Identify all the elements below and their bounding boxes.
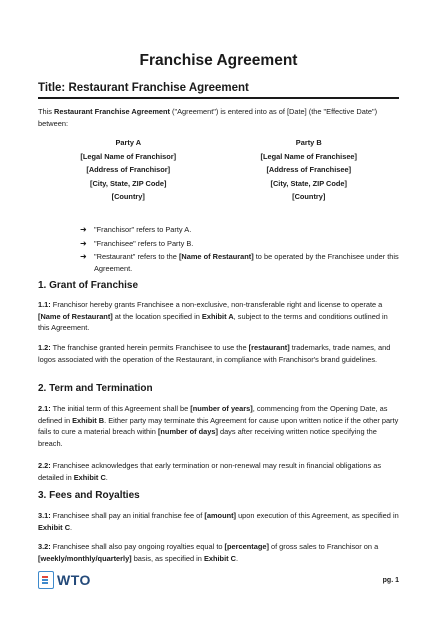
party-b-address: [Address of Franchisee] bbox=[266, 165, 352, 174]
clause-text: Franchisor hereby grants Franchisee a non-exclusive, non-transferable right and license to operate a bbox=[50, 300, 383, 309]
clause-text: trademarks, trade names, and logos associated with the operation of the Restaurant, in compliance with Franchisor's brand guidelines. bbox=[38, 343, 391, 364]
clause-3-1 bbox=[38, 510, 399, 533]
page-number: pg. 1 bbox=[382, 577, 399, 584]
clause-2-2 bbox=[38, 460, 399, 483]
logo-text: WTO bbox=[57, 572, 91, 588]
party-b-heading: Party B bbox=[295, 138, 322, 147]
clause-text: Franchisee shall pay an initial franchise fee of bbox=[50, 511, 205, 520]
clause-number: 1.2: bbox=[38, 343, 51, 352]
clause-bold: [amount] bbox=[204, 511, 237, 520]
clause-bold: [percentage] bbox=[224, 542, 269, 551]
section-2-heading: 2. Term and Termination bbox=[38, 383, 153, 394]
party-a bbox=[38, 136, 219, 204]
party-a-heading: Party A bbox=[115, 138, 142, 147]
definition-bold: [Name of Restaurant] bbox=[178, 252, 254, 261]
agreement-subtitle: Title: Restaurant Franchise Agreement bbox=[38, 82, 249, 94]
clause-bold: Exhibit A bbox=[201, 311, 234, 321]
section-1-heading: 1. Grant of Franchise bbox=[38, 280, 139, 291]
clause-text: Franchisee shall also pay ongoing royalties equal to bbox=[50, 542, 225, 551]
clause-bold: Exhibit C bbox=[38, 522, 71, 532]
party-b-name: [Legal Name of Franchisee] bbox=[260, 151, 357, 161]
definition-text: to be operated by the Franchisee under this Agreement. bbox=[94, 252, 399, 273]
definition-text: "Franchisor" refers to Party A. bbox=[94, 225, 192, 234]
clause-bold: [number of days] bbox=[157, 427, 218, 436]
clause-bold: Exhibit B bbox=[72, 415, 105, 425]
clause-number: 3.2: bbox=[38, 542, 51, 551]
title-divider bbox=[38, 97, 399, 99]
clause-3-2 bbox=[38, 541, 399, 564]
arrow-right-icon: ➜ bbox=[80, 238, 87, 248]
party-a-city: [City, State, ZIP Code] bbox=[89, 178, 167, 188]
clause-text: basis, as specified in bbox=[131, 553, 204, 563]
clause-text: of gross sales to Franchisor on a bbox=[268, 542, 379, 551]
clause-text: . bbox=[235, 553, 239, 563]
party-b-country: [Country] bbox=[292, 192, 326, 201]
clause-1-2 bbox=[38, 342, 399, 365]
list-item bbox=[80, 251, 399, 274]
title-block bbox=[38, 82, 399, 99]
clause-number: 2.1: bbox=[38, 404, 51, 413]
clause-text: . Either party may terminate this Agreement for cause upon written notice if the other party fails to cure a material breach within bbox=[38, 415, 399, 436]
list-item bbox=[80, 238, 399, 250]
clause-text: days after receiving written notice specifying the breach. bbox=[38, 427, 377, 448]
party-b-city: [City, State, ZIP Code] bbox=[270, 178, 347, 188]
party-a-country: [Country] bbox=[111, 192, 145, 201]
intro-text-1: This bbox=[38, 107, 55, 116]
clause-text: Franchisee acknowledges that early termination or non-renewal may result in financial obligations as detailed in bbox=[38, 461, 382, 482]
definition-text: "Franchisee" refers to Party B. bbox=[94, 238, 194, 248]
clause-number: 3.1: bbox=[38, 511, 51, 520]
clause-text: , commencing from the Opening Date, as defined in bbox=[38, 404, 388, 425]
clause-text: at the location specified in bbox=[112, 311, 202, 321]
clause-text: . bbox=[105, 472, 108, 482]
document-title: Franchise Agreement bbox=[139, 52, 298, 69]
clause-2-1 bbox=[38, 403, 399, 449]
clause-number: 2.2: bbox=[38, 461, 51, 470]
clause-text: . bbox=[70, 522, 73, 532]
party-a-address: [Address of Franchisor] bbox=[86, 165, 171, 174]
clause-bold: [restaurant] bbox=[248, 343, 290, 352]
clause-bold: [Name of Restaurant] bbox=[38, 311, 113, 321]
clause-text: , subject to the terms and conditions outlined in this Agreement. bbox=[38, 311, 388, 332]
clause-bold: Exhibit C bbox=[203, 553, 236, 563]
clause-bold: [number of years] bbox=[190, 404, 253, 413]
clause-bold: [weekly/monthly/quarterly] bbox=[38, 553, 132, 563]
clause-text: upon execution of this Agreement, as specified in bbox=[236, 511, 399, 520]
clause-text: The franchise granted herein permits Franchisee to use the bbox=[50, 343, 249, 352]
intro-paragraph bbox=[38, 106, 399, 129]
definitions-list bbox=[80, 224, 399, 276]
clause-number: 1.1: bbox=[38, 300, 51, 309]
section-3-heading: 3. Fees and Royalties bbox=[38, 490, 140, 501]
definition-text: "Restaurant" refers to the bbox=[94, 252, 179, 261]
arrow-right-icon: ➜ bbox=[80, 252, 87, 261]
list-item bbox=[80, 224, 399, 236]
party-b bbox=[219, 136, 400, 204]
party-a-name: [Legal Name of Franchisor] bbox=[80, 151, 177, 161]
clause-1-1 bbox=[38, 299, 399, 334]
intro-bold: Restaurant Franchise Agreement bbox=[54, 107, 170, 116]
footer-logo bbox=[38, 571, 91, 589]
arrow-right-icon: ➜ bbox=[80, 225, 87, 234]
clause-text: The initial term of this Agreement shall be bbox=[50, 404, 191, 413]
parties-block bbox=[38, 136, 399, 204]
intro-text-2: ("Agreement") is entered into as of [Date] (the "Effective Date") between: bbox=[38, 107, 378, 128]
document-logo-icon bbox=[38, 571, 54, 589]
clause-bold: Exhibit C bbox=[73, 472, 106, 482]
